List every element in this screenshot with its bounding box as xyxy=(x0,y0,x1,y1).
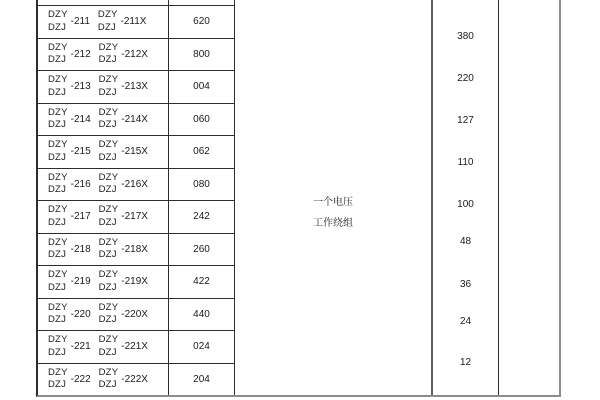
model-column xyxy=(38,0,169,395)
model-number: -212 xyxy=(70,48,91,60)
series-top-label: DZY xyxy=(98,236,119,248)
series-bottom-label: DZJ xyxy=(48,184,67,196)
code-cell: 620 xyxy=(169,6,234,39)
series-stack xyxy=(99,42,119,67)
model-cell xyxy=(38,39,168,72)
series-top-label: DZY xyxy=(98,171,119,183)
series-top-label: DZY xyxy=(48,41,68,53)
series-top-label: DZY xyxy=(48,171,68,183)
voltage-value: 24 xyxy=(459,316,472,327)
series-top-label: DZY xyxy=(98,269,119,281)
series-top-label: DZY xyxy=(48,106,68,118)
series-top-label: DZY xyxy=(48,236,68,248)
code-cell: 080 xyxy=(169,169,234,202)
series-stack xyxy=(48,334,68,359)
model-number: -216 xyxy=(70,178,91,190)
model-number-x: -213X xyxy=(121,81,148,93)
series-stack xyxy=(48,107,68,132)
series-stack xyxy=(99,139,119,164)
voltage-value: 100 xyxy=(457,199,474,210)
model-cell xyxy=(38,169,168,202)
model-number: -218 xyxy=(70,243,91,255)
series-top-label: DZY xyxy=(48,269,68,281)
code-column xyxy=(169,0,235,395)
series-stack xyxy=(48,172,68,197)
series-top-label: DZY xyxy=(98,301,119,313)
series-bottom-label: DZJ xyxy=(48,281,67,293)
series-top-label: DZY xyxy=(48,334,68,346)
series-top-label: DZY xyxy=(98,139,119,151)
series-stack xyxy=(99,74,119,99)
series-bottom-label: DZJ xyxy=(98,216,117,228)
model-number: -217 xyxy=(70,211,91,223)
series-bottom-label: DZJ xyxy=(48,249,67,261)
model-cell xyxy=(38,234,168,267)
model-number-x: -220X xyxy=(121,308,148,320)
model-number-x: -214X xyxy=(121,113,148,125)
series-top-label: DZY xyxy=(98,106,119,118)
winding-note-line2: 工作绕组 xyxy=(313,218,353,229)
series-top-label: DZY xyxy=(98,41,119,53)
winding-note-line1: 一个电压 xyxy=(313,197,353,208)
series-bottom-label: DZJ xyxy=(98,281,117,293)
series-bottom-label: DZJ xyxy=(98,314,117,326)
series-bottom-label: DZJ xyxy=(48,151,67,163)
code-cell: 062 xyxy=(169,136,234,169)
winding-description-cell xyxy=(235,0,433,395)
series-stack xyxy=(48,204,68,229)
model-number-x: -212X xyxy=(121,48,148,60)
series-bottom-label: DZJ xyxy=(48,21,67,33)
voltage-value: 127 xyxy=(457,115,474,126)
voltage-value: 36 xyxy=(459,279,472,290)
voltage-value: 380 xyxy=(457,31,474,42)
series-bottom-label: DZJ xyxy=(98,86,117,98)
series-bottom-label: DZJ xyxy=(48,54,67,66)
model-cell xyxy=(38,71,168,104)
code-cell: 004 xyxy=(169,71,234,104)
series-stack xyxy=(99,269,119,294)
series-bottom-label: DZJ xyxy=(98,184,117,196)
series-stack xyxy=(99,367,119,392)
series-bottom-label: DZJ xyxy=(48,119,67,131)
series-top-label: DZY xyxy=(48,74,68,86)
spec-table xyxy=(36,0,561,397)
model-cell xyxy=(38,201,168,234)
series-top-label: DZY xyxy=(98,204,119,216)
voltage-value: 110 xyxy=(457,157,474,168)
code-cell: 204 xyxy=(193,373,210,385)
series-stack xyxy=(99,172,119,197)
series-top-label: DZY xyxy=(97,9,118,21)
model-number-x: -217X xyxy=(121,211,148,223)
voltage-value: 12 xyxy=(459,357,472,368)
series-stack xyxy=(99,302,119,327)
series-stack xyxy=(48,42,68,67)
series-stack xyxy=(48,9,68,34)
series-stack xyxy=(99,334,119,359)
series-bottom-label: DZJ xyxy=(97,21,116,33)
model-number-x: -222X xyxy=(121,373,148,385)
series-bottom-label: DZJ xyxy=(48,314,67,326)
model-cell xyxy=(38,6,168,39)
series-top-label: DZY xyxy=(98,334,119,346)
series-bottom-label: DZJ xyxy=(98,151,117,163)
series-bottom-label: DZJ xyxy=(98,249,117,261)
model-cell xyxy=(38,136,168,169)
code-cell: 422 xyxy=(169,266,234,299)
model-number-x: -221X xyxy=(121,341,148,353)
model-cell xyxy=(38,331,168,364)
series-stack xyxy=(98,9,118,34)
series-bottom-label: DZJ xyxy=(98,54,117,66)
code-cell: 440 xyxy=(169,299,234,332)
voltage-value: 48 xyxy=(459,236,472,247)
model-number: -213 xyxy=(70,81,91,93)
series-bottom-label: DZJ xyxy=(48,86,67,98)
model-number-x: -216X xyxy=(121,178,148,190)
model-number: -215 xyxy=(70,146,91,158)
model-cell xyxy=(38,299,168,332)
series-stack xyxy=(48,302,68,327)
series-top-label: DZY xyxy=(98,366,119,378)
series-top-label: DZY xyxy=(48,139,68,151)
voltage-value: 220 xyxy=(457,73,474,84)
model-cell xyxy=(38,104,168,137)
voltage-column xyxy=(433,0,499,395)
series-top-label: DZY xyxy=(48,366,68,378)
model-number: -221 xyxy=(70,341,91,353)
series-bottom-label: DZJ xyxy=(98,346,117,358)
series-bottom-label: DZJ xyxy=(98,379,117,391)
model-number-x: -211X xyxy=(120,16,147,28)
code-cell: 060 xyxy=(169,104,234,137)
code-cell: 260 xyxy=(169,234,234,267)
empty-column xyxy=(499,0,559,395)
series-stack xyxy=(99,107,119,132)
series-top-label: DZY xyxy=(48,9,68,21)
series-top-label: DZY xyxy=(98,74,119,86)
series-bottom-label: DZJ xyxy=(98,119,117,131)
series-bottom-label: DZJ xyxy=(48,379,67,391)
model-number-x: -215X xyxy=(121,146,148,158)
code-cell: 024 xyxy=(169,331,234,364)
model-number: -220 xyxy=(70,308,91,320)
series-stack xyxy=(48,139,68,164)
code-cell: 242 xyxy=(169,201,234,234)
model-number-x: -219X xyxy=(121,276,148,288)
model-number: -214 xyxy=(70,113,91,125)
model-number: -211 xyxy=(70,16,90,28)
series-bottom-label: DZJ xyxy=(48,216,67,228)
winding-note xyxy=(235,196,431,231)
model-number: -219 xyxy=(70,276,91,288)
series-bottom-label: DZJ xyxy=(48,346,67,358)
series-stack xyxy=(99,237,119,262)
series-top-label: DZY xyxy=(48,301,68,313)
series-stack xyxy=(48,74,68,99)
series-top-label: DZY xyxy=(48,204,68,216)
series-stack xyxy=(48,237,68,262)
series-stack xyxy=(99,204,119,229)
model-number-x: -218X xyxy=(121,243,148,255)
model-number: -222 xyxy=(70,373,91,385)
code-cell: 800 xyxy=(169,39,234,72)
model-cell xyxy=(38,364,168,396)
series-stack xyxy=(48,367,68,392)
model-cell xyxy=(38,266,168,299)
series-stack xyxy=(48,269,68,294)
